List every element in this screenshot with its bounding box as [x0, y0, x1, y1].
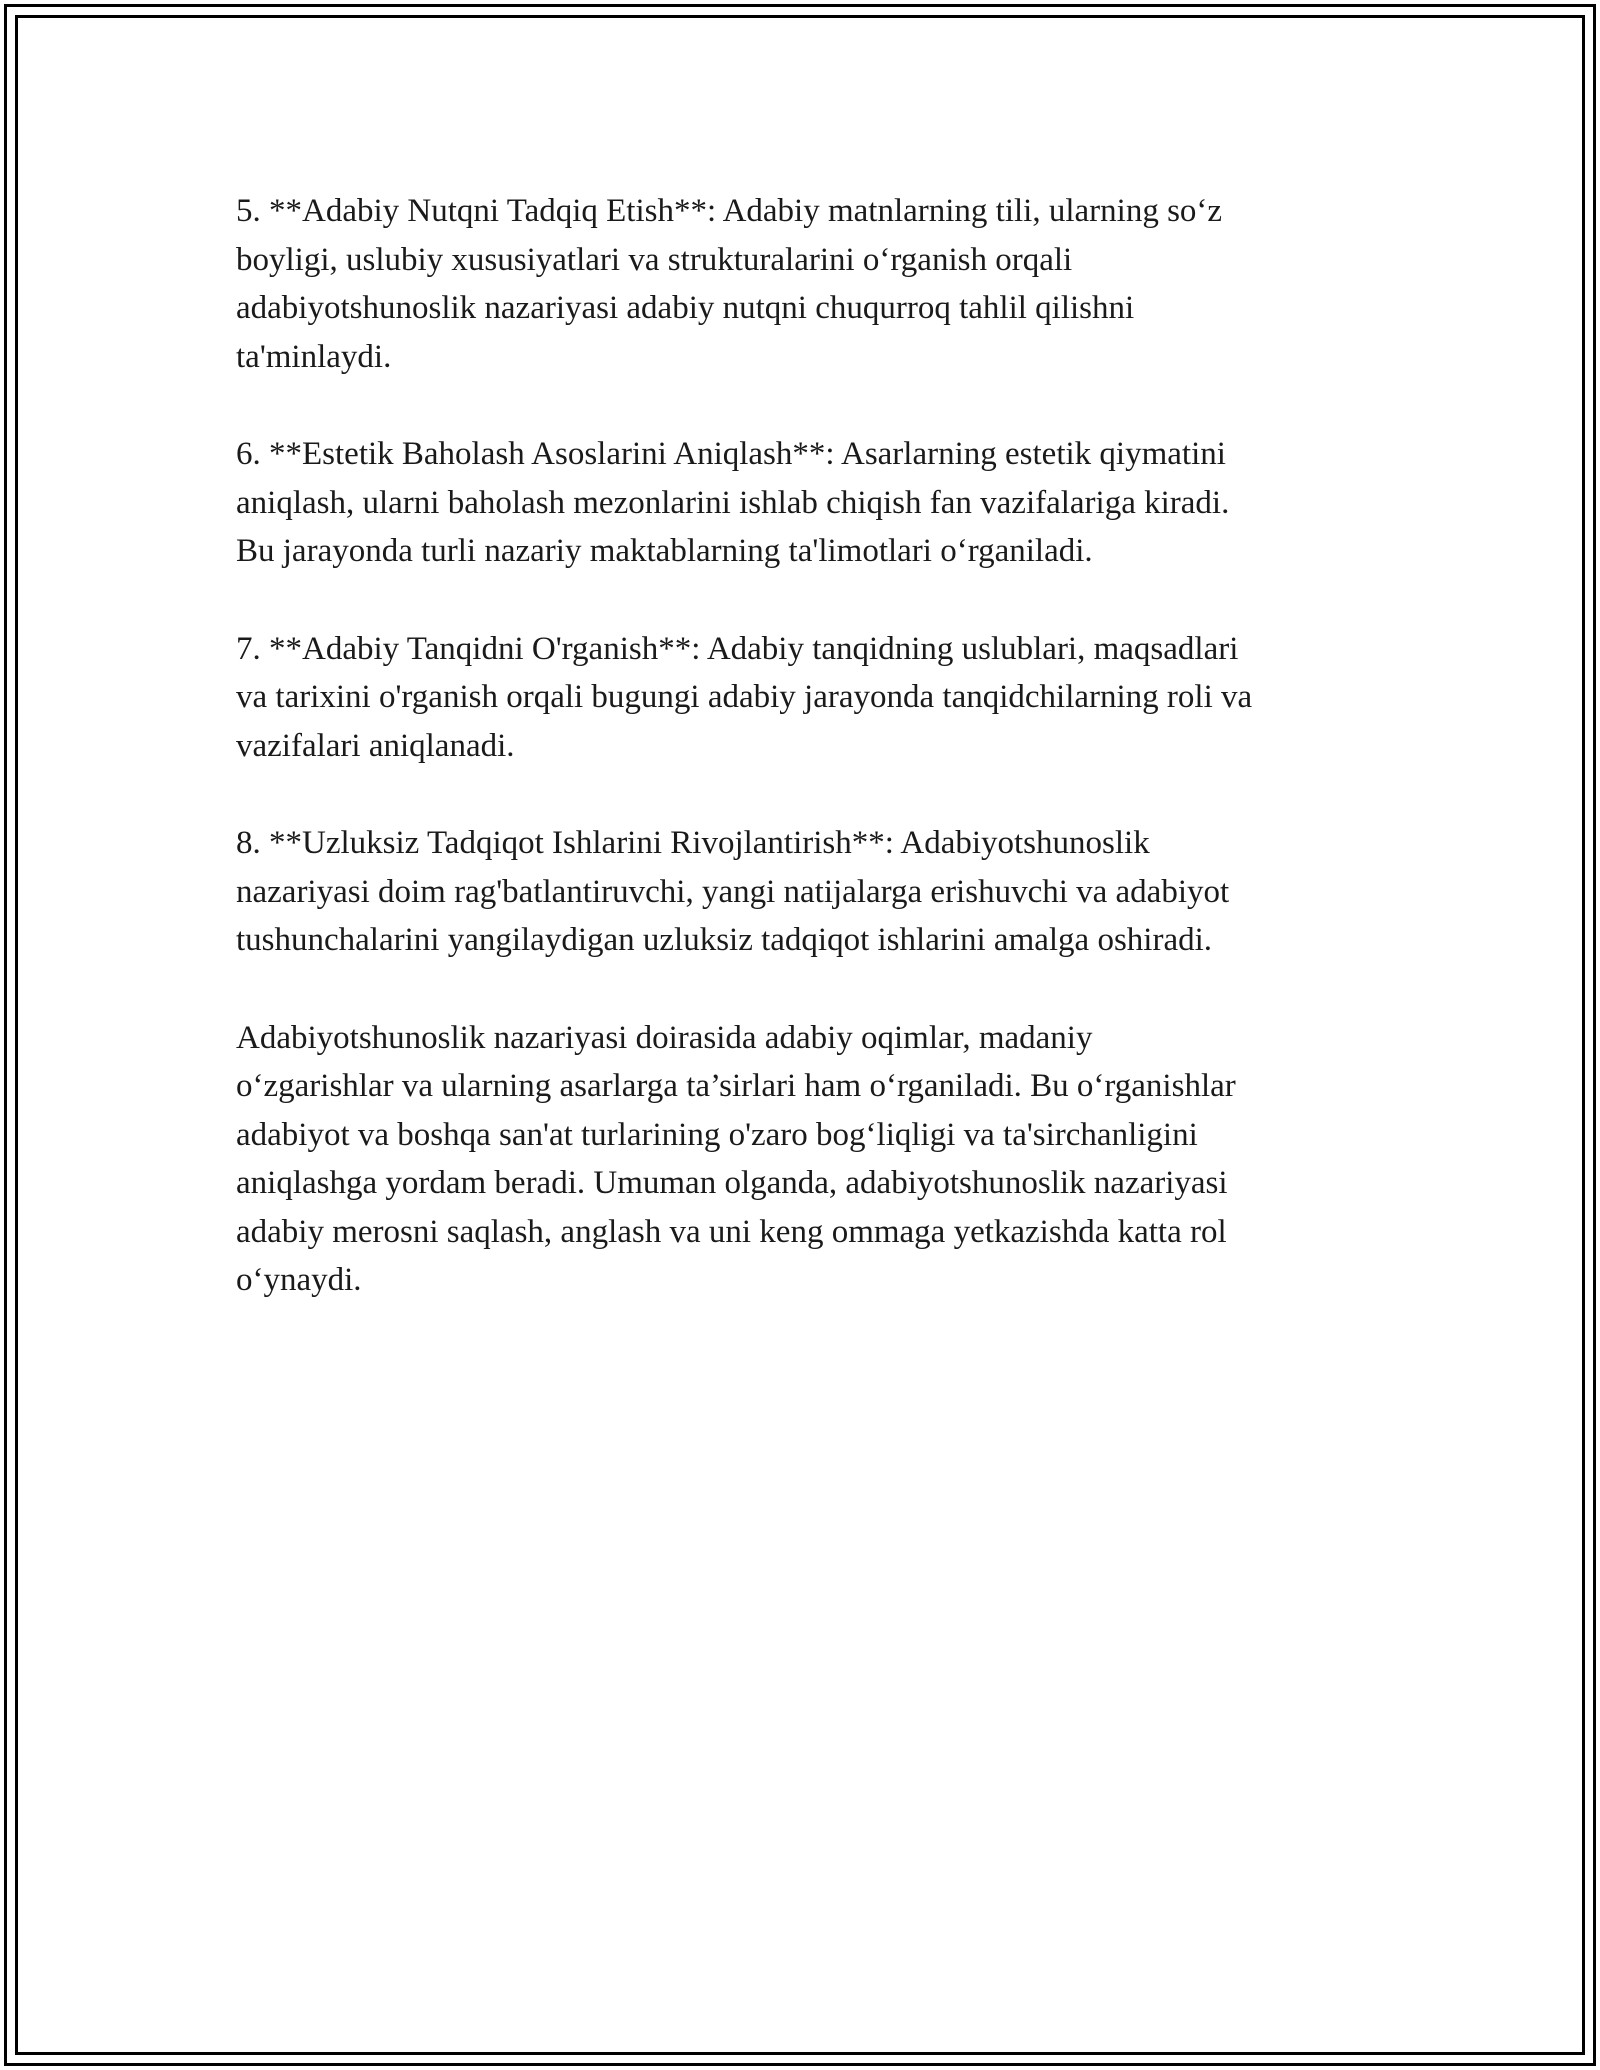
paragraph-item-5: 5. **Adabiy Nutqni Tadqiq Etish**: Adabiy matnlarning tili, ularning so‘z boyligi, uslubiy xususiyatlari va strukturalarini o‘rganish orqali adabiyotshunoslik nazariyasi adabiy nutqni chuqurroq tahlil qilishni ta'minlaydi. — [236, 193, 1223, 375]
paragraph-item-7: 7. **Adabiy Tanqidni O'rganish**: Adabiy tanqidning uslublari, maqsadlari va tarixini o'rganish orqali bugungi adabiy jarayonda tanqidchilarning roli va vazifalari aniqlanadi. — [236, 630, 1253, 764]
document-body — [236, 187, 1386, 1354]
paragraph-summary: Adabiyotshunoslik nazariyasi doirasida adabiy oqimlar, madaniy o‘zgarishlar va ularning asarlarga ta’sirlari ham o‘rganiladi. Bu o‘rganishlar adabiyot va boshqa san'at turlarining o'zaro bog‘liqligi va ta'sirchanligini aniqlashga yordam beradi. Umuman olganda, adabiyotshunoslik nazariyasi adabiy merosni saqlash, anglash va uni keng ommaga yetkazishda katta rol o‘ynaydi. — [236, 1019, 1236, 1298]
paragraph-item-8: 8. **Uzluksiz Tadqiqot Ishlarini Rivojlantirish**: Adabiyotshunoslik nazariyasi doim rag'batlantiruvchi, yangi natijalarga erishuvchi va adabiyot tushunchalarini yangilaydigan uzluksiz tadqiqot ishlarini amalga oshiradi. — [236, 825, 1230, 958]
paragraph-item-6: 6. **Estetik Baholash Asoslarini Aniqlash**: Asarlarning estetik qiymatini aniqlash, ularni baholash mezonlarini ishlab chiqish fan vazifalariga kiradi. Bu jarayonda turli nazariy maktablarning ta'limotlari o‘rganiladi. — [236, 436, 1230, 569]
